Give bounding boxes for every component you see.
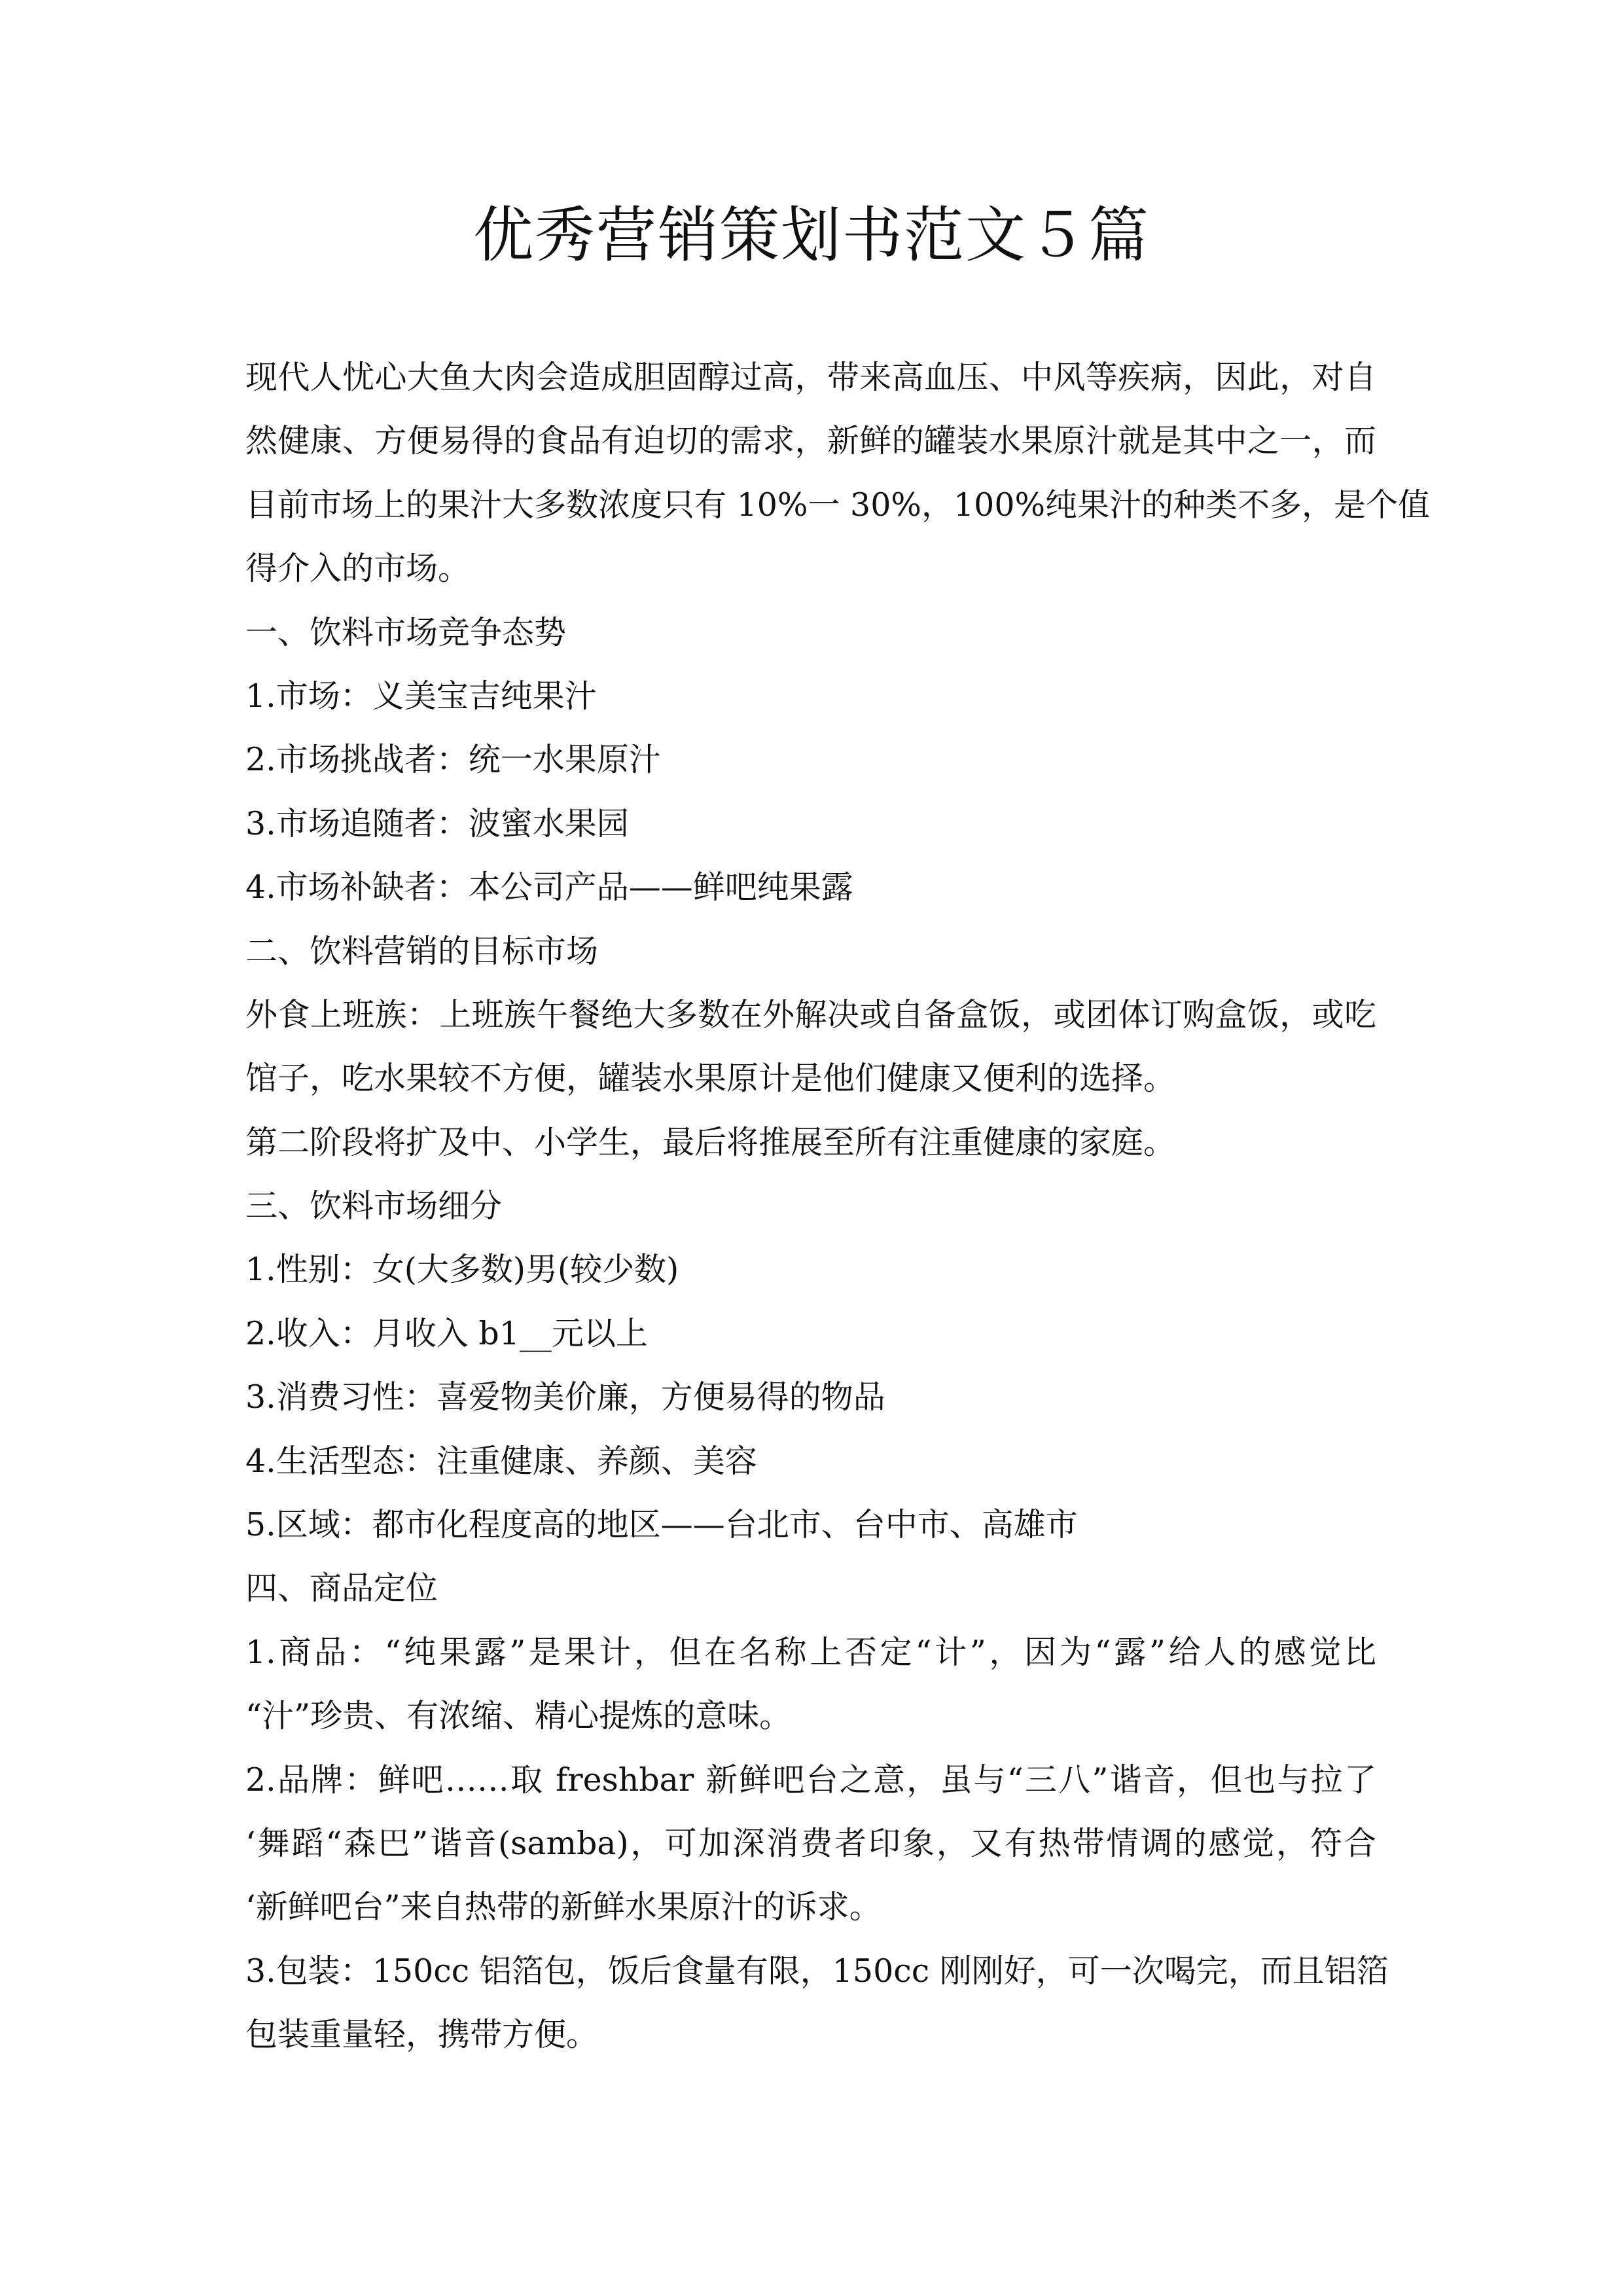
text-line: 二、饮料营销的目标市场 [245,932,599,970]
text-line: 2.收入：月收入 b1__元以上 [245,1314,648,1352]
text-line: 2.品牌：鲜吧……取 freshbar 新鲜吧台之意，虽与“三八”谐音，但也与拉了 [245,1761,1376,1799]
text-line: 包装重量轻，携带方便。 [245,2016,599,2054]
document-body [245,346,1431,2067]
text-line: 3.包装：150cc 铝箔包，饭后食量有限，150cc 刚刚好，可一次喝完，而且铝箔 [245,1952,1389,1990]
text-line: 外食上班族：上班族午餐绝大多数在外解决或自备盒饭，或团体订购盒饭，或吃 [245,996,1376,1033]
text-line: 四、商品定位 [245,1570,438,1607]
text-line: 第二阶段将扩及中、小学生，最后将推展至所有注重健康的家庭。 [245,1123,1176,1161]
text-line: 三、饮料市场细分 [245,1187,503,1225]
text-line: “汁”珍贵、有浓缩、精心提炼的意味。 [245,1697,792,1735]
document-title: 优秀营销策划书范文５篇 [473,200,1150,270]
text-line: 4.市场补缺者：本公司产品——鲜吧纯果露 [245,869,853,906]
text-line: ‘舞蹈“森巴”谐音(samba)，可加深消费者印象，又有热带情调的感觉，符合 [245,1824,1376,1862]
text-line: 1.性别：女(大多数)男(较少数) [245,1251,679,1289]
text-line: 3.消费习性：喜爱物美价廉，方便易得的物品 [245,1378,885,1416]
text-line: 然健康、方便易得的食品有迫切的需求，新鲜的罐装水果原汁就是其中之一，而 [245,422,1376,460]
text-line: 2.市场挑战者：统一水果原汁 [245,741,661,779]
text-line: 得介入的市场。 [245,550,471,588]
text-line: 3.市场追随者：波蜜水果园 [245,804,629,842]
text-line: 目前市场上的果汁大多数浓度只有 10%一 30%，100%纯果汁的种类不多，是个值 [245,486,1431,524]
text-line: ‘新鲜吧台”来自热带的新鲜水果原汁的诉求。 [245,1888,882,1926]
text-line: 一、饮料市场竞争态势 [245,613,567,651]
text-line: 现代人忧心大鱼大肉会造成胆固醇过高，带来高血压、中风等疾病，因此，对自 [245,359,1376,396]
text-line: 5.区域：都市化程度高的地区——台北市、台中市、高雄市 [245,1506,1078,1544]
text-line: 4.生活型态：注重健康、养颜、美容 [245,1442,757,1480]
text-line: 1.市场：义美宝吉纯果汁 [245,677,597,715]
text-line: 馆子，吃水果较不方便，罐装水果原计是他们健康又便利的选择。 [245,1060,1176,1098]
text-line: 1.商品：“纯果露”是果计，但在名称上否定“计”，因为“露”给人的感觉比 [245,1633,1376,1671]
